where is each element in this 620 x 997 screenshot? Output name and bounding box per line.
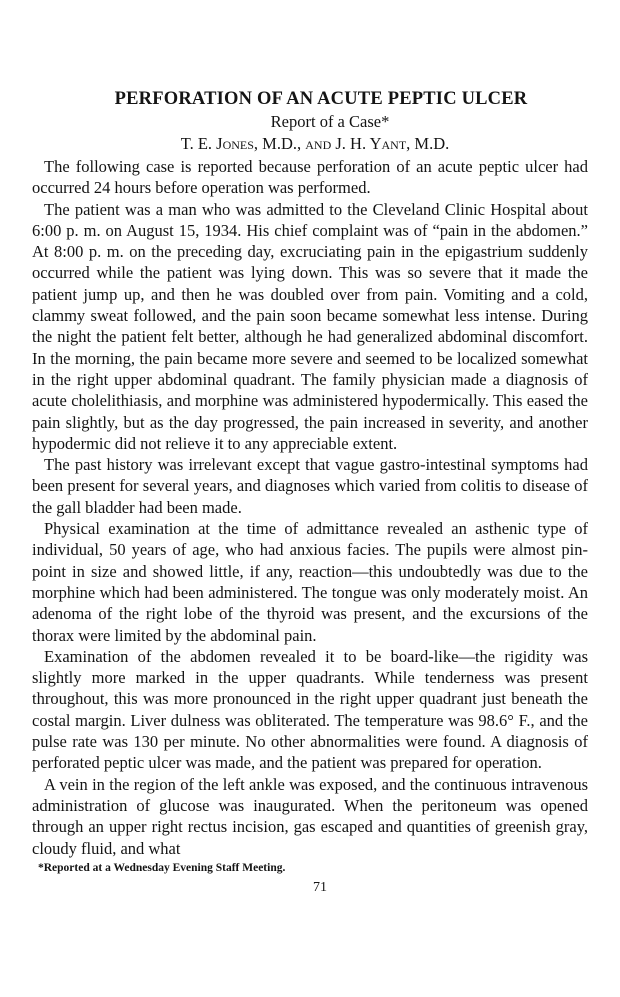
- paragraph-2: The patient was a man who was admitted to the Cleveland Clinic Hospital about 6:00 p. m. on August 15, 1934. His chief complaint was of “pain in the abdomen.” At 8:00 p. m. on the preceding day, excruciating pain in the epigastrium suddenly occurred while the patient was lying down. This was so severe that it made the patient jump up, and then he was doubled over from pain. Vomiting and a cold, clammy sweat followed, and the pain soon became somewhat less intense. During the night the patient felt better, although he had generalized abdominal discomfort. In the morning, the pain became more severe and seemed to be localized somewhat in the right upper abdominal quadrant. The family physician made a diagnosis of acute cholelithiasis, and morphine was administered hypodermically. This eased the pain slightly, but as the day progressed, the pain increased in severity, and another hypodermic did not relieve it to any appreciable extent.: [32, 199, 588, 453]
- author-2: J. H. Yant, M.D.: [335, 134, 450, 153]
- paragraph-1: The following case is reported because perforation of an acute peptic ulcer had occurred 24 hours before operation was performed.: [32, 157, 588, 198]
- article-subtitle: Report of a Case*: [270, 112, 390, 131]
- article-authors: [32, 133, 588, 155]
- paragraph-5: Examination of the abdomen revealed it to be board-like—the rigidity was slightly more marked in the upper quadrants. While tenderness was present throughout, this was more pronounced in the right upper quadrant just beneath the costal margin. Liver dulness was obliterated. The temperature was 98.6° F., and the pulse rate was 130 per minute. No other abnormalities were found. A diagnosis of perforated peptic ulcer was made, and the patient was prepared for operation.: [32, 646, 588, 773]
- paragraph-4: Physical examination at the time of admittance revealed an asthenic type of individual, 50 years of age, who had anxious facies. The pupils were almost pin-point in size and showed little, if any, reaction—this undoubtedly was due to the morphine which had been administered. The tongue was only moderately moist. An adenoma of the right lobe of the thyroid was present, and the excursions of the thorax were limited by the abdominal pain.: [32, 519, 588, 645]
- author-conjunction: and: [305, 134, 332, 153]
- page-number: 71: [313, 879, 327, 895]
- article-title: PERFORATION OF AN ACUTE PEPTIC ULCER: [114, 89, 528, 109]
- footnote: *Reported at a Wednesday Evening Staff Meeting.: [38, 861, 286, 874]
- paragraph-6: A vein in the region of the left ankle was exposed, and the continuous intravenous administration of glucose was inaugurated. When the peritoneum was opened through an upper right rectus incision, gas escaped and quantities of greenish gray, cloudy fluid, and what: [32, 774, 588, 858]
- article-body: [32, 156, 588, 859]
- author-1: T. E. Jones, M.D.,: [180, 134, 302, 153]
- article-page: [32, 88, 588, 896]
- paragraph-3: The past history was irrelevant except that vague gastro-intestinal symptoms had been present for several years, and diagnoses which varied from colitis to disease of the gall bladder had been made.: [32, 455, 588, 517]
